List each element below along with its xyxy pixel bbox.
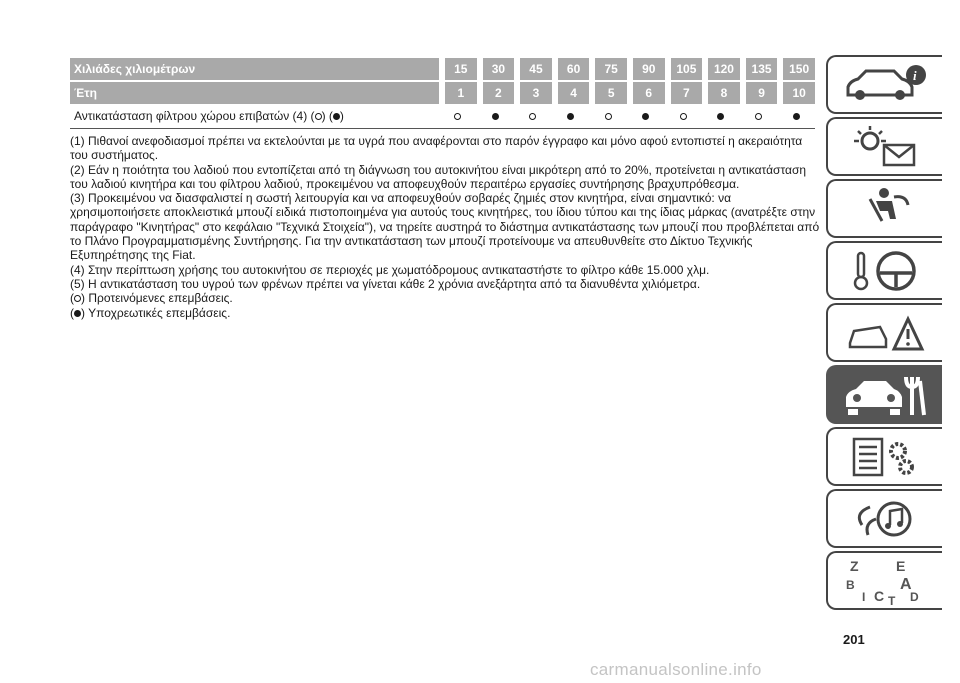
years-label: Έτη [74,86,97,100]
filled-circle-icon [492,113,499,120]
maintenance-table [70,58,815,129]
km-values [439,58,815,80]
open-circle-icon [529,113,536,120]
legend-open-paren: ( [70,291,74,306]
filled-circle-icon [793,113,800,120]
mark-cell-1 [477,113,515,120]
km-label: Χιλιάδες χιλιομέτρων [74,62,196,76]
technical-data-icon [840,433,930,481]
year-value-2: 3 [514,82,552,104]
cabin-filter-text-mid: ) ( [321,109,333,123]
index-icon [840,557,930,605]
index-letter-e: E [896,557,906,574]
cabin-filter-label [70,109,439,123]
tab-starting-driving[interactable] [826,241,942,300]
filled-circle-icon [567,113,574,120]
km-value-5: 90 [627,58,665,80]
page-number: 201 [843,632,865,647]
open-circle-icon [755,113,762,120]
legend-recommended-text: ) Προτεινόμενες επεμβάσεις. [81,291,233,306]
km-value-2: 45 [514,58,552,80]
index-letter-c: C [874,587,885,604]
open-circle-icon [605,113,612,120]
filled-circle-icon [74,310,81,317]
years-values [439,82,815,104]
tab-maintenance[interactable] [826,365,942,424]
mark-cell-0 [439,113,477,120]
tab-warning-lights[interactable] [826,117,942,176]
steering-start-icon [840,247,930,295]
warning-lights-icon [840,123,930,171]
index-letter-d: D [910,589,919,604]
legend-mandatory-text: ) Υποχρεωτικές επεμβάσεις. [81,305,231,320]
year-value-3: 4 [552,82,590,104]
cabin-filter-row [70,104,815,129]
tab-index[interactable] [826,551,942,610]
year-value-7: 8 [702,82,740,104]
km-value-6: 105 [665,58,703,80]
mark-cell-3 [552,113,590,120]
open-circle-icon [74,295,81,302]
index-letter-z: Z [850,557,859,574]
cabin-filter-marks [439,113,815,120]
multimedia-icon [840,495,930,543]
filled-circle-icon [717,113,724,120]
airbag-safety-icon [840,185,930,233]
mark-cell-6 [665,113,703,120]
note-4: (4) Στην περίπτωση χρήσης του αυτοκινήτου σε περιοχές με χωματόδρομους αντικαταστήστε το φίλτρο κάθε 15.000 χλμ. [70,262,710,277]
index-letter-t: T [888,593,896,605]
km-value-4: 75 [589,58,627,80]
year-value-0: 1 [439,82,477,104]
note-1: (1) Πιθανοί ανεφοδιασμοί πρέπει να εκτελούνται με τα υγρά που αναφέρονται στο παρόν έγγραφο και μόνο αφού εντοπιστεί η ακεραιότητα του συστήματος. [70,134,803,163]
year-value-4: 5 [589,82,627,104]
emergency-icon [840,309,930,357]
mark-cell-7 [702,113,740,120]
cabin-filter-text: Αντικατάσταση φίλτρου χώρου επιβατών (4) ( [74,109,315,123]
km-value-7: 120 [702,58,740,80]
tab-safety[interactable] [826,179,942,238]
note-3: (3) Προκειμένου να διασφαλιστεί η σωστή λειτουργία και να αποφευχθούν σοβαρές ζημιές στον κινητήρα, είναι σημαντικό: να χρησιμοποιήσετε αποκλειστικά μπουζί ειδικά πιστοποιημένα για αυτούς τους κινητήρες, του ίδιου τύπου και της ίδιας μάρκας (ανατρέξτε στην παράγραφο "Κινητήρας" στο κεφάλαιο "Τεχνικά Στοιχεία"), να τηρείτε αυστηρά το διάστημα αντικατάστασης των μπουζί που προβλέπεται από το Πλάνο Προγραμματισμένης Συντήρησης. Για την αντικατάσταση των μπουζί προτείνουμε να απευθυνθείτε στο Δίκτυο Τεχνικής Εξυπηρέτησης της Fiat. [70,191,820,263]
chapter-sidebar [826,55,942,613]
index-letter-i: I [862,589,866,604]
km-row [70,58,815,80]
watermark: carmanualsonline.info [590,660,762,679]
km-value-9: 150 [777,58,815,80]
tab-technical-data[interactable] [826,427,942,486]
tab-multimedia[interactable] [826,489,942,548]
year-value-1: 2 [477,82,515,104]
index-letter-a: A [900,575,912,593]
legend-mandatory [70,306,820,320]
filled-circle-icon [333,113,340,120]
tab-car-info[interactable] [826,55,942,114]
km-value-1: 30 [477,58,515,80]
years-row [70,82,815,104]
mark-cell-8 [740,113,778,120]
filled-circle-icon [642,113,649,120]
cabin-filter-text-end: ) [339,109,344,123]
legend-recommended [70,291,820,305]
mark-cell-9 [777,113,815,120]
footnotes [70,134,820,320]
mark-cell-2 [514,113,552,120]
note-5: (5) Η αντικατάσταση του υγρού των φρένων πρέπει να γίνεται κάθε 2 χρόνια ανεξάρτητα από τα διανυθέντα χιλιόμετρα. [70,276,701,291]
car-info-icon [840,61,930,109]
svg-text:i: i [913,67,917,83]
mark-cell-4 [589,113,627,120]
mark-cell-5 [627,113,665,120]
year-value-8: 9 [740,82,778,104]
note-2: (2) Εάν η ποιότητα του λαδιού που εντοπίζεται από τη διάγνωση του αυτοκινήτου είναι μικρότερη από το 20%, προτείνεται η αντικατάσταση του λαδιού κινητήρα και του φίλτρου λαδιού, προκειμένου να αποφευχθούν περαιτέρω εργασίες συντήρησης βραχυπρόθεσμα. [70,162,807,191]
tab-emergency[interactable] [826,303,942,362]
legend-full-paren: ( [70,305,74,320]
km-value-0: 15 [439,58,477,80]
km-value-8: 135 [740,58,778,80]
index-letter-b: B [846,577,855,592]
year-value-9: 10 [777,82,815,104]
open-circle-icon [315,113,322,120]
km-value-3: 60 [552,58,590,80]
year-value-5: 6 [627,82,665,104]
maintenance-icon [840,371,930,419]
open-circle-icon [454,113,461,120]
year-value-6: 7 [665,82,703,104]
open-circle-icon [680,113,687,120]
